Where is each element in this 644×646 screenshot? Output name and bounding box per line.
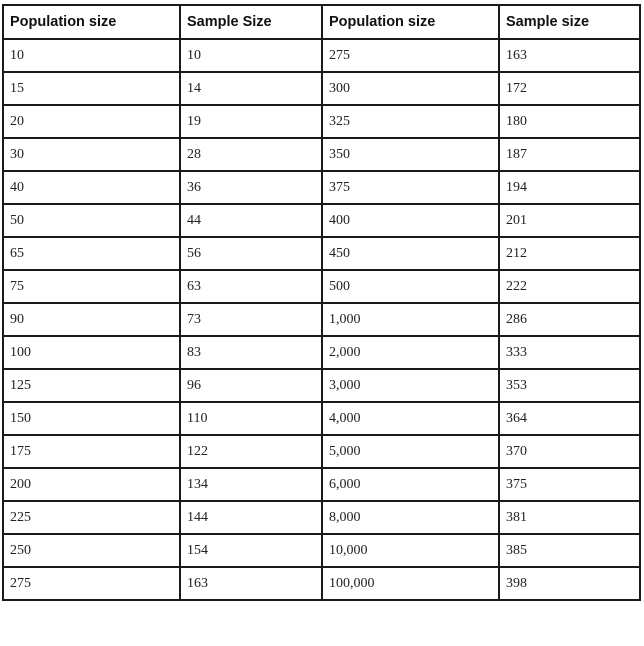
cell-sample-size-2: 201: [499, 204, 640, 237]
cell-population-size-1: 75: [3, 270, 180, 303]
cell-sample-size-2: 364: [499, 402, 640, 435]
cell-sample-size-1: 73: [180, 303, 322, 336]
cell-population-size-1: 275: [3, 567, 180, 600]
table-row: [3, 369, 640, 402]
cell-sample-size-2: 398: [499, 567, 640, 600]
cell-population-size-1: 10: [3, 39, 180, 72]
cell-sample-size-1: 154: [180, 534, 322, 567]
cell-sample-size-2: 194: [499, 171, 640, 204]
header-sample-size-1: Sample Size: [180, 5, 322, 39]
cell-sample-size-1: 10: [180, 39, 322, 72]
cell-population-size-1: 40: [3, 171, 180, 204]
table-row: [3, 303, 640, 336]
table-row: [3, 501, 640, 534]
cell-population-size-2: 1,000: [322, 303, 499, 336]
cell-sample-size-2: 187: [499, 138, 640, 171]
cell-sample-size-2: 286: [499, 303, 640, 336]
cell-population-size-2: 300: [322, 72, 499, 105]
cell-population-size-2: 325: [322, 105, 499, 138]
table-row: [3, 204, 640, 237]
table-row: [3, 402, 640, 435]
cell-population-size-1: 90: [3, 303, 180, 336]
cell-sample-size-1: 56: [180, 237, 322, 270]
table-row: [3, 270, 640, 303]
cell-population-size-1: 200: [3, 468, 180, 501]
cell-sample-size-1: 63: [180, 270, 322, 303]
table-row: [3, 567, 640, 600]
cell-population-size-2: 5,000: [322, 435, 499, 468]
cell-population-size-2: 375: [322, 171, 499, 204]
header-sample-size-2: Sample size: [499, 5, 640, 39]
cell-sample-size-1: 28: [180, 138, 322, 171]
header-row: [3, 5, 640, 39]
cell-population-size-2: 275: [322, 39, 499, 72]
cell-population-size-1: 125: [3, 369, 180, 402]
cell-sample-size-1: 110: [180, 402, 322, 435]
cell-sample-size-2: 163: [499, 39, 640, 72]
table-row: [3, 171, 640, 204]
cell-sample-size-1: 36: [180, 171, 322, 204]
cell-sample-size-2: 212: [499, 237, 640, 270]
cell-sample-size-1: 83: [180, 336, 322, 369]
cell-population-size-1: 50: [3, 204, 180, 237]
sample-size-table: [2, 4, 641, 601]
cell-population-size-1: 65: [3, 237, 180, 270]
cell-population-size-2: 10,000: [322, 534, 499, 567]
cell-sample-size-1: 122: [180, 435, 322, 468]
cell-population-size-2: 400: [322, 204, 499, 237]
cell-population-size-1: 100: [3, 336, 180, 369]
cell-population-size-1: 250: [3, 534, 180, 567]
cell-sample-size-1: 44: [180, 204, 322, 237]
table-row: [3, 105, 640, 138]
cell-population-size-1: 225: [3, 501, 180, 534]
cell-population-size-1: 150: [3, 402, 180, 435]
cell-population-size-1: 15: [3, 72, 180, 105]
cell-population-size-2: 6,000: [322, 468, 499, 501]
cell-sample-size-2: 375: [499, 468, 640, 501]
cell-sample-size-1: 163: [180, 567, 322, 600]
header-population-size-2: Population size: [322, 5, 499, 39]
cell-population-size-1: 175: [3, 435, 180, 468]
cell-sample-size-2: 180: [499, 105, 640, 138]
table-row: [3, 468, 640, 501]
cell-population-size-2: 450: [322, 237, 499, 270]
cell-sample-size-1: 19: [180, 105, 322, 138]
cell-sample-size-2: 370: [499, 435, 640, 468]
cell-sample-size-2: 385: [499, 534, 640, 567]
cell-sample-size-2: 381: [499, 501, 640, 534]
cell-sample-size-1: 14: [180, 72, 322, 105]
cell-sample-size-2: 333: [499, 336, 640, 369]
cell-sample-size-1: 144: [180, 501, 322, 534]
table-body: [3, 39, 640, 600]
cell-population-size-2: 100,000: [322, 567, 499, 600]
cell-population-size-1: 20: [3, 105, 180, 138]
cell-population-size-2: 8,000: [322, 501, 499, 534]
cell-population-size-2: 3,000: [322, 369, 499, 402]
cell-population-size-2: 4,000: [322, 402, 499, 435]
table-row: [3, 336, 640, 369]
cell-sample-size-1: 96: [180, 369, 322, 402]
cell-sample-size-2: 222: [499, 270, 640, 303]
table-header: [3, 5, 640, 39]
cell-sample-size-2: 353: [499, 369, 640, 402]
cell-sample-size-2: 172: [499, 72, 640, 105]
table-row: [3, 138, 640, 171]
cell-population-size-2: 2,000: [322, 336, 499, 369]
table-row: [3, 435, 640, 468]
cell-sample-size-1: 134: [180, 468, 322, 501]
table-row: [3, 237, 640, 270]
cell-population-size-2: 350: [322, 138, 499, 171]
cell-population-size-2: 500: [322, 270, 499, 303]
cell-population-size-1: 30: [3, 138, 180, 171]
table-row: [3, 534, 640, 567]
table-row: [3, 39, 640, 72]
header-population-size-1: Population size: [3, 5, 180, 39]
table-row: [3, 72, 640, 105]
